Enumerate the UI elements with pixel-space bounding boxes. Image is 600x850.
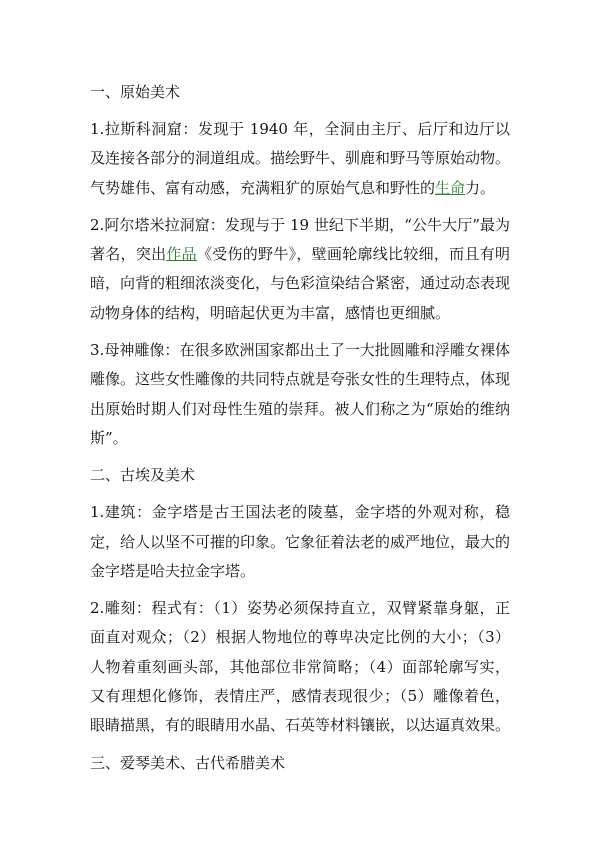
paragraph-architecture: 1.建筑：金字塔是古王国法老的陵墓，金字塔的外观对称，稳定，给人以坚不可摧的印象。它象征着法老的威严地位，最大的金字塔是哈夫拉金字塔。 xyxy=(90,503,511,580)
paragraph-altamira-cave xyxy=(90,211,510,328)
paragraph-text: 1.拉斯科洞窟：发现于 1940 年，全洞由主厅、后厅和边厅以及连接各部分的洞道组成。描绘野牛、驯鹿和野马等原始动物。气势雄伟、富有动感，充满粗犷的原始气息和野性的 xyxy=(90,120,511,197)
link-works[interactable]: 作品 xyxy=(166,245,197,264)
section-heading-aegean-greek-art: 三、爱琴美术、古代希腊美术 xyxy=(90,753,286,772)
link-life[interactable]: 生命 xyxy=(435,178,466,197)
section-heading-primitive-art: 一、原始美术 xyxy=(90,83,181,101)
paragraph-text: 《受伤的野牛》，壁画轮廓线比较细，而且有明暗，向背的粗细浓淡变化，与色彩渲染结合紧密，通过动态表现动物身体的结构，明暗起伏更为丰富，感情也更细腻。 xyxy=(90,245,511,322)
paragraph-text: 力。 xyxy=(465,178,496,197)
paragraph-lascaux-cave xyxy=(90,115,510,203)
section-heading-ancient-egypt-art: 二、古埃及美术 xyxy=(90,466,196,485)
paragraph-sculpture: 2.雕刻：程式有：（1）姿势必须保持直立，双臂紧靠身躯，正面直对观众；（2）根据人物地位的尊卑决定比例的大小；（3）人物着重刻画头部，其他部位非常简略；（4）面部轮廓写实，又有理想化修饰，表情庄严，感情表现很少；（5）雕像着色，眼睛描黑，有的眼睛用水晶、石英等材料镶嵌，以达逼真效果。 xyxy=(90,599,511,735)
paragraph-mother-goddess: 3.母神雕像：在很多欧洲国家都出土了一大批圆雕和浮雕女裸体雕像。这些女性雕像的共同特点就是夸张女性的生理特点，体现出原始时期人们对母性生殖的崇拜。被人们称之为“原始的维纳斯”。 xyxy=(90,341,511,447)
paragraph-text: 2.阿尔塔米拉洞窟：发现与于 19 世纪下半期，“公牛大厅”最为著名，突出 xyxy=(90,215,510,264)
